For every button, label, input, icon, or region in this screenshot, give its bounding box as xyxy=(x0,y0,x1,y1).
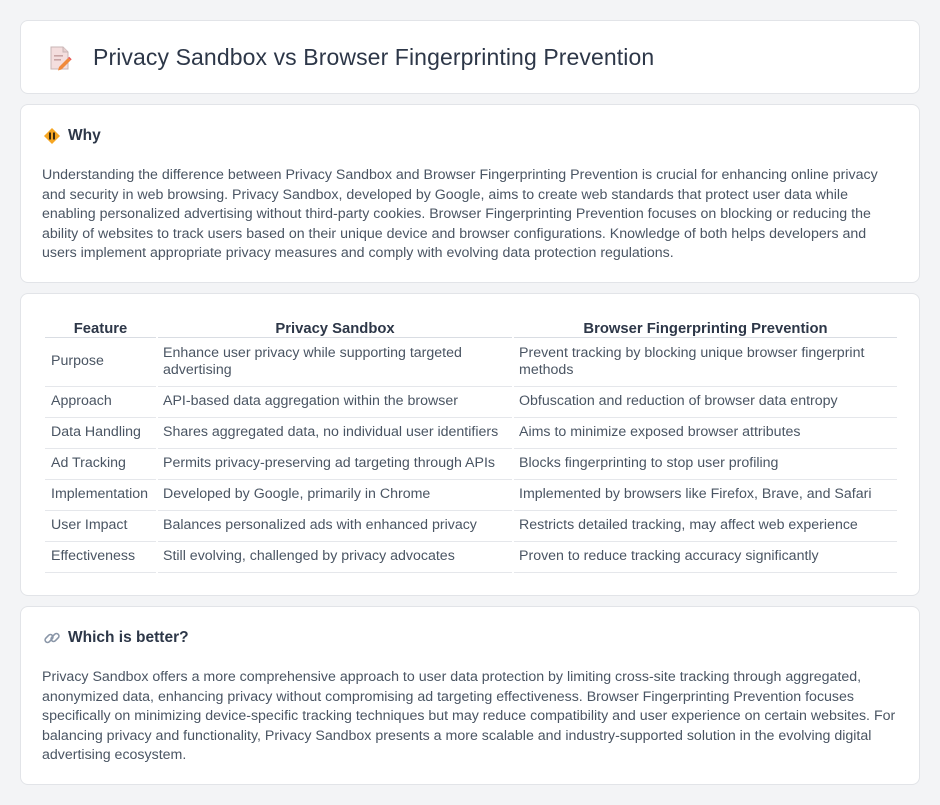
title-card xyxy=(20,20,920,94)
row-feature: Data Handling xyxy=(45,418,156,449)
table-row xyxy=(45,480,897,511)
page-title: Privacy Sandbox vs Browser Fingerprinting Prevention xyxy=(93,44,655,70)
row-privacy-sandbox: Enhance user privacy while supporting targeted advertising xyxy=(158,338,512,387)
row-privacy-sandbox: Permits privacy-preserving ad targeting through APIs xyxy=(158,449,512,480)
better-body: Privacy Sandbox offers a more comprehensive approach to user data protection by limiting cross-site tracking through aggregated, anonymized data, enhancing privacy without compromising ad targeting effectiveness. Browser Fingerprinting Prevention focuses specifically on minimizing device-specific tracking techniques but may reduce compatibility and user experience on certain websites. For balancing privacy and functionality, Privacy Sandbox presents a more scalable and industry-supported solution in the evolving digital advertising ecosystem. xyxy=(42,669,896,764)
comparison-table xyxy=(43,316,899,573)
better-heading: Which is better? xyxy=(68,629,189,646)
row-fingerprinting: Implemented by browsers like Firefox, Brave, and Safari xyxy=(514,480,897,511)
table-row xyxy=(45,418,897,449)
row-feature: Ad Tracking xyxy=(45,449,156,480)
table-row xyxy=(45,449,897,480)
header-privacy-sandbox: Privacy Sandbox xyxy=(158,316,512,338)
table-row xyxy=(45,387,897,418)
header-feature: Feature xyxy=(45,316,156,338)
row-fingerprinting: Obfuscation and reduction of browser data entropy xyxy=(514,387,897,418)
row-feature: Purpose xyxy=(45,338,156,387)
table-header-row xyxy=(45,316,897,338)
diamond-warning-icon xyxy=(43,127,61,145)
row-privacy-sandbox: Developed by Google, primarily in Chrome xyxy=(158,480,512,511)
link-icon xyxy=(43,629,61,647)
row-feature: Effectiveness xyxy=(45,542,156,573)
row-fingerprinting: Prevent tracking by blocking unique browser fingerprint methods xyxy=(514,338,897,387)
row-privacy-sandbox: API-based data aggregation within the browser xyxy=(158,387,512,418)
row-fingerprinting: Restricts detailed tracking, may affect web experience xyxy=(514,511,897,542)
row-fingerprinting: Blocks fingerprinting to stop user profiling xyxy=(514,449,897,480)
row-privacy-sandbox: Balances personalized ads with enhanced privacy xyxy=(158,511,512,542)
row-fingerprinting: Proven to reduce tracking accuracy significantly xyxy=(514,542,897,573)
which-better-section xyxy=(20,606,920,785)
why-body: Understanding the difference between Privacy Sandbox and Browser Fingerprinting Prevention is crucial for enhancing online privacy and security in web browsing. Privacy Sandbox, developed by Google, aims to create web standards that protect user data while enabling personalized advertising without third-party cookies. Browser Fingerprinting Prevention focuses on blocking or reducing the ability of websites to track users based on their unique device and browser configurations. Knowledge of both helps developers and users implement appropriate privacy measures and comply with evolving data protection regulations. xyxy=(42,167,878,262)
better-header xyxy=(43,629,189,647)
comparison-section xyxy=(20,293,920,596)
row-feature: Implementation xyxy=(45,480,156,511)
row-privacy-sandbox: Still evolving, challenged by privacy advocates xyxy=(158,542,512,573)
row-feature: Approach xyxy=(45,387,156,418)
document-pencil-icon xyxy=(47,45,73,71)
row-feature: User Impact xyxy=(45,511,156,542)
table-row xyxy=(45,542,897,573)
table-row xyxy=(45,338,897,387)
why-heading: Why xyxy=(68,127,101,144)
title-row xyxy=(47,44,654,71)
row-privacy-sandbox: Shares aggregated data, no individual user identifiers xyxy=(158,418,512,449)
table-row xyxy=(45,511,897,542)
why-header xyxy=(43,127,101,145)
why-section xyxy=(20,104,920,283)
header-fingerprinting-prevention: Browser Fingerprinting Prevention xyxy=(514,316,897,338)
row-fingerprinting: Aims to minimize exposed browser attributes xyxy=(514,418,897,449)
